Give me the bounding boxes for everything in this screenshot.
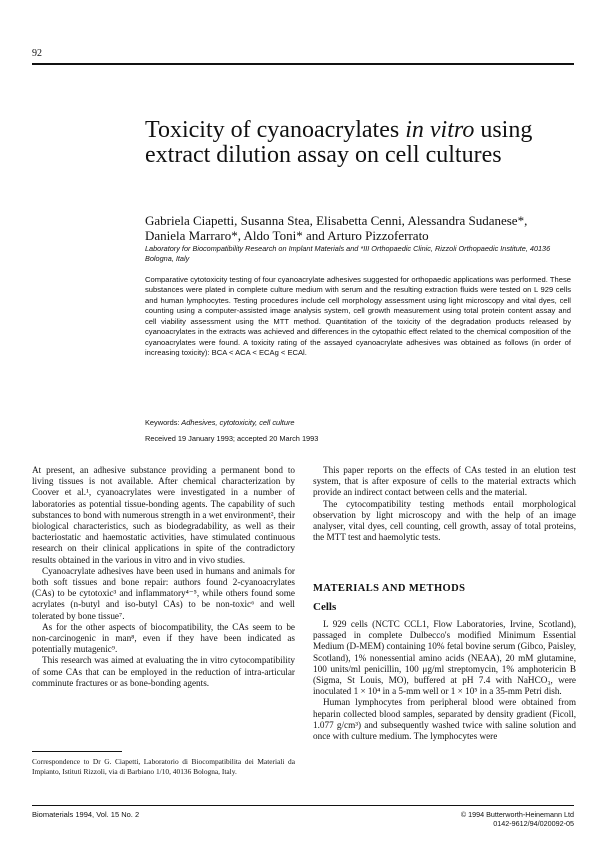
keywords-label: Keywords:	[145, 418, 180, 427]
keywords-text: Adhesives, cytotoxicity, cell culture	[179, 418, 295, 427]
correspondence-note: Correspondence to Dr G. Ciapetti, Laboratorio di Biocompatibilita dei Materiali da Impianto, Istituti Rizzoli, via di Barbiano 1/10, 40136 Bologna, Italy.	[32, 757, 295, 776]
header-rule	[32, 63, 574, 65]
left-paragraph: As for the other aspects of biocompatibility, the CAs seem to be non-carcinogenic in man⁸, even if they have been indicated as potentially mutagenic⁹.	[32, 621, 295, 655]
left-paragraph: At present, an adhesive substance providing a permanent bond to living tissues is not available. After chemical characterization by Coover et al.¹, cyanoacrylates were investigated in a number of laboratories as potential tissue-bonding agents. The capability of such substances to bond with numerous strength in a wet environment², their biological characteristics, such as biodegradability, as well as their bacteriostatic and haemostatic activities, have stimulated continuous research on their clinical applications in spite of the contradictory results obtained in the various in vitro and in vivo studies.	[32, 465, 295, 565]
title-italic: in vitro	[405, 117, 475, 143]
journal-citation: Biomaterials 1994, Vol. 15 No. 2	[32, 810, 140, 819]
title-part2: using extract dilution assay on cell cultures	[145, 117, 533, 168]
footnote-rule	[32, 751, 122, 752]
section-heading: MATERIALS AND METHODS	[313, 583, 466, 594]
copyright-line: © 1994 Butterworth-Heinemann Ltd	[460, 810, 574, 819]
right-paragraph: L 929 cells (NCTC CCL1, Flow Laboratories, Irvine, Scotland), passaged in complete Dulbecco's modified Minimum Essential Medium (D-MEM) containing 10% fetal bovine serum (Gibco, Paisley, Scotland), 1% nonessential amino acids (NEAA), 20 mM glutamine, 100 units/ml penicillin, 100 μg/ml streptomycin, 1% amphotericin B (Sigma, St Louis, MO), buffered at pH 7.4 with NaHCO₃, were inoculated 1 × 10⁴ in a 5-mm well or 1 × 10⁵ in a 35-mm Petri dish.	[313, 619, 576, 697]
footer-rule	[32, 805, 574, 806]
keywords	[145, 418, 565, 428]
received-dates: Received 19 January 1993; accepted 20 March 1993	[145, 434, 319, 443]
issn-line: 0142-9612/94/020092-05	[493, 819, 574, 829]
subsection-heading: Cells	[313, 601, 337, 613]
article-title	[145, 118, 565, 168]
author-list: Gabriela Ciapetti, Susanna Stea, Elisabetta Cenni, Alessandra Sudanese*, Daniela Marraro*, Aldo Toni* and Arturo Pizzoferrato	[145, 213, 528, 243]
copyright-notice	[376, 810, 574, 828]
left-paragraph: Cyanoacrylate adhesives have been used in humans and animals for both soft tissues and bone repair: authors found 2-cyanoacrylates (CAs) to be cytotoxic³ and inflammatory⁴⁻⁵, while others found some acrylates (n-butyl and iso-butyl CAs) to be non-toxic⁶ and well tolerated by bone tissue⁷.	[32, 565, 295, 621]
left-paragraph: This research was aimed at evaluating the in vitro cytocompatibility of some CAs that can be employed in the reduction of intra-articular comminute fractures or as bone-bonding agents.	[32, 655, 295, 688]
right-paragraph: The cytocompatibility testing methods entail morphological observation by light microscopy and with the help of an image analyser, vital dyes, cell counting, cell growth, assay of total proteins, the MTT test and haemolytic tests.	[313, 498, 576, 543]
abstract: Comparative cytotoxicity testing of four cyanoacrylate adhesives suggested for orthopaedic applications was performed. These substances were plated in complete culture medium with serum and the resulting extraction fluids were tested on L 929 cells and human lymphocytes. Testing procedures include cell morphology assessment using light microscopy and vital dyes, cell counting using a computer-assisted image analysis system, cell growth measurement using total protein content assay and cell viability assessment using the MTT method. Quantitation of the toxicity of the degradation products released by cyanoacrylates in the extracts was achieved and differences in the cytopathic effect related to the chemical composition of the cyanoacrylates were found. A toxicity rating of the assayed cyanoacrylate adhesives was obtained as follows (in order of increasing toxicity): BCA < ACA < ECAg < ECAl.	[145, 275, 571, 358]
page-number: 92	[32, 48, 42, 59]
right-column-intro	[313, 465, 576, 543]
right-paragraph: This paper reports on the effects of CAs tested in an elution test system, that is after exposure of cells to the material extracts which provide an indirect contact between cells and the material.	[313, 465, 576, 498]
right-paragraph: Human lymphocytes from peripheral blood were obtained from heparin collected blood samples, separated by density gradient (Ficoll, 1.077 g/cm³) and subsequently washed twice with saline solution and once with culture medium. The lymphocytes were	[313, 697, 576, 742]
left-column	[32, 465, 295, 689]
affiliation: Laboratory for Biocompatibility Research on Implant Materials and *III Orthopaedic Clinic, Rizzoli Orthopaedic Institute, 40136 Bologna, Italy	[145, 244, 551, 263]
right-column-cells	[313, 619, 576, 742]
title-part1: Toxicity of cyanoacrylates	[145, 117, 406, 143]
